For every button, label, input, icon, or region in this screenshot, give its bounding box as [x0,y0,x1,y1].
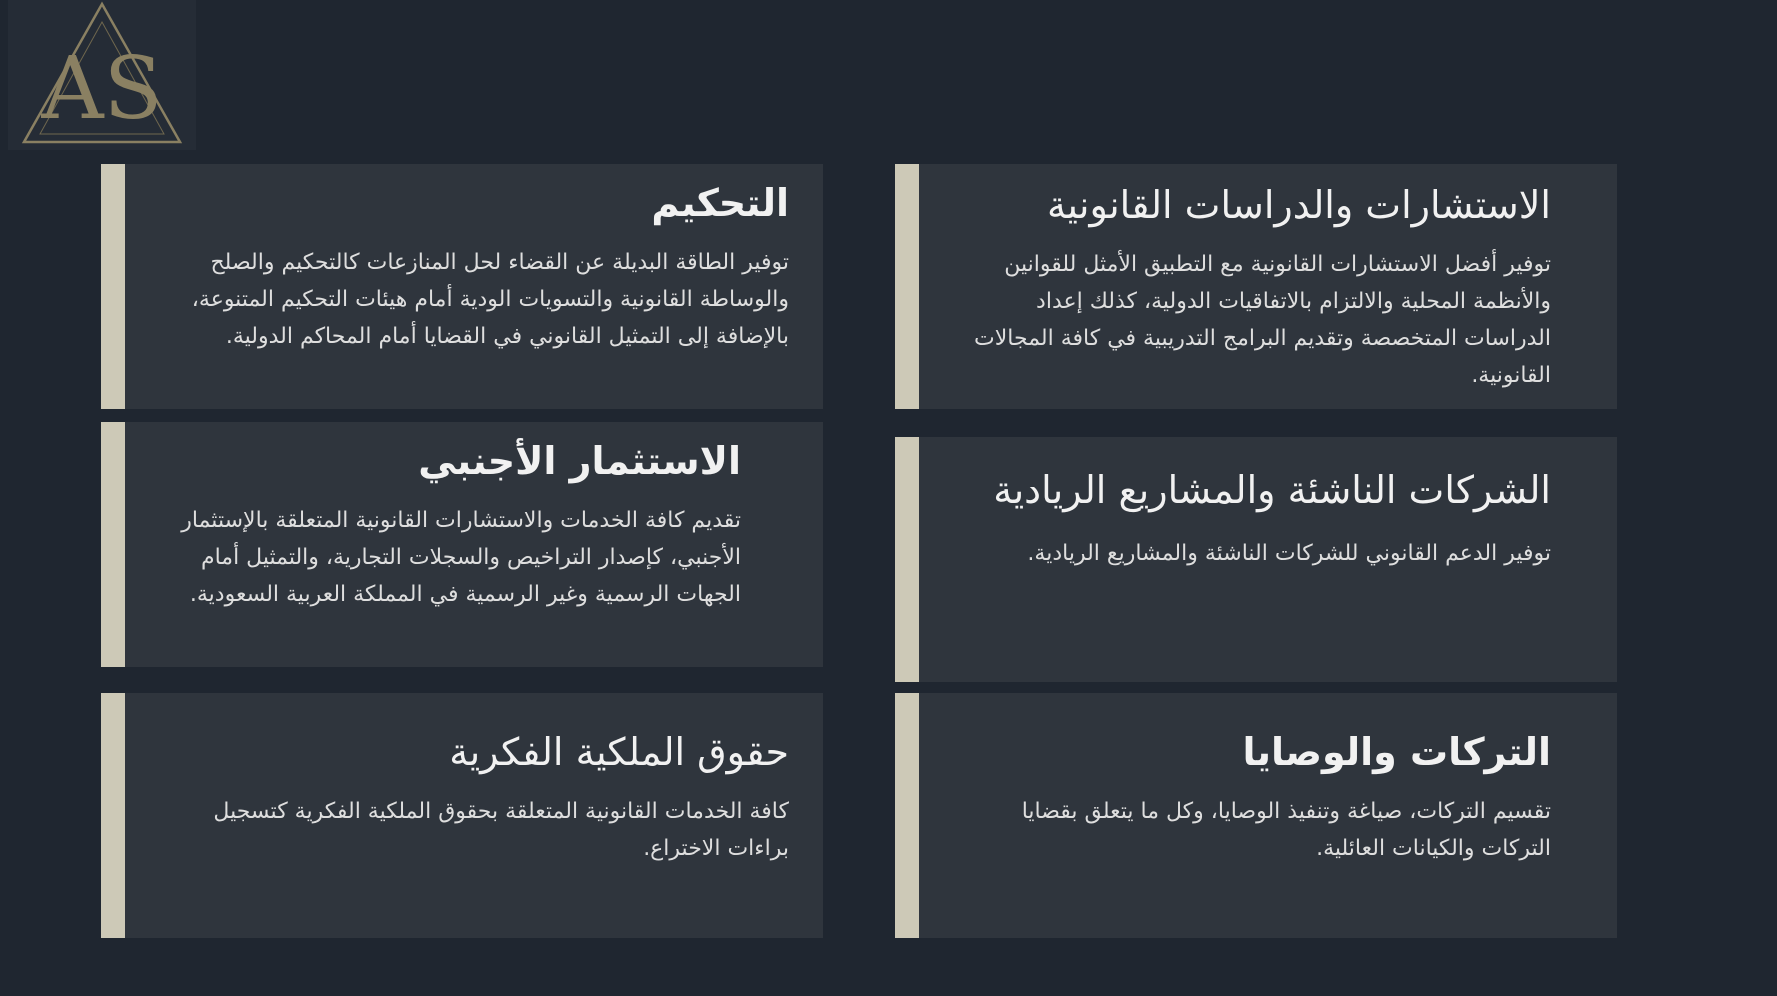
card-content [161,164,789,409]
service-card-startups [895,437,1617,682]
card-title: التحكيم [651,181,789,225]
card-description: كافة الخدمات القانونية المتعلقة بحقوق الملكية الفكرية كتسجيل براءات الاختراع. [213,799,789,861]
card-title: الاستثمار الأجنبي [418,439,741,483]
triangle-monogram-logo-icon [8,0,196,150]
card-title: الشركات الناشئة والمشاريع الريادية [993,468,1551,512]
card-accent-bar [895,437,919,682]
service-card-foreign-investment [101,422,823,667]
card-content [955,437,1551,682]
service-card-intellectual-property [101,693,823,938]
card-accent-bar [101,164,125,409]
card-accent-bar [101,422,125,667]
service-card-arbitration [101,164,823,409]
service-card-legal-consulting [895,164,1617,409]
card-content [161,422,741,667]
card-description: تقديم كافة الخدمات والاستشارات القانونية المتعلقة بالإستثمار الأجنبي، كإصدار التراخيص والسجلات التجارية، والتمثيل أمام الجهات الرسمية وغير الرسمية في المملكة العربية السعودية. [181,508,741,607]
logo-monogram: AS [41,39,163,139]
card-title: الاستشارات والدراسات القانونية [1047,183,1551,227]
logo [8,0,196,150]
card-content [955,164,1551,409]
card-accent-bar [101,693,125,938]
service-card-estates-wills [895,693,1617,938]
card-description: توفير أفضل الاستشارات القانونية مع التطبيق الأمثل للقوانين والأنظمة المحلية والالتزام بالاتفاقيات الدولية، كذلك إعداد الدراسات المتخصصة وتقديم البرامج التدريبية في كافة المجالات القانونية. [974,252,1551,388]
card-title: التركات والوصايا [1242,730,1551,774]
card-description: توفير الدعم القانوني للشركات الناشئة والمشاريع الريادية. [1027,541,1551,566]
card-description: توفير الطاقة البديلة عن القضاء لحل المنازعات كالتحكيم والصلح والوساطة القانونية والتسويات الودية أمام هيئات التحكيم المتنوعة، بالإضافة إلى التمثيل القانوني في القضايا أمام المحاكم الدولية. [191,250,789,349]
card-description: تقسيم التركات، صياغة وتنفيذ الوصايا، وكل ما يتعلق بقضايا التركات والكيانات العائلية. [1021,799,1551,861]
card-accent-bar [895,164,919,409]
card-accent-bar [895,693,919,938]
card-content [955,693,1551,938]
card-title: حقوق الملكية الفكرية [449,730,789,774]
card-content [161,693,789,938]
